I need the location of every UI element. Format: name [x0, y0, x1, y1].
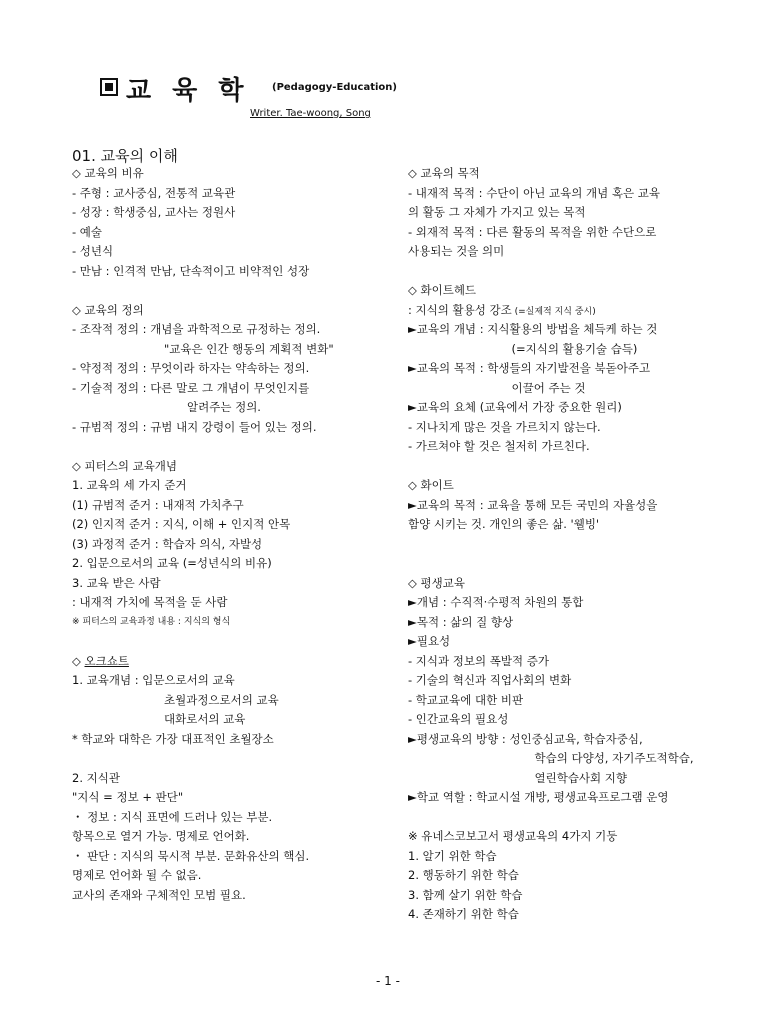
- list-item: 함양 시키는 것. 개인의 좋은 삶. '웰빙': [408, 517, 600, 531]
- list-item: (1) 규범적 준거 : 내재적 가치추구: [72, 497, 244, 512]
- writer-credit: Writer. Tae-woong, Song: [250, 108, 371, 119]
- unesco-heading: ※ 유네스코보고서 평생교육의 4가지 기둥: [408, 829, 618, 843]
- list-item: : 내재적 가치에 목적을 둔 사람: [72, 595, 228, 609]
- emphasis-text: : 지식의 활용성 강조: [408, 302, 512, 317]
- page-number: - 1 -: [376, 974, 400, 988]
- list-item: - 학교교육에 대한 비판: [408, 692, 524, 707]
- list-item: - 기술적 정의 : 다른 말로 그 개념이 무엇인지를: [72, 380, 310, 395]
- list-item: - 예술: [72, 224, 103, 239]
- list-item: - 내재적 목적 : 수단이 아닌 교육의 개념 혹은 교육: [408, 185, 660, 200]
- list-item: ►평생교육의 방향 : 성인중심교육, 학습자중심,: [408, 731, 643, 746]
- list-item: ►목적 : 삶의 질 향상: [408, 614, 514, 629]
- title-text: 교 육 학: [126, 76, 250, 106]
- list-item: 1. 알기 위한 학습: [408, 848, 497, 863]
- list-item: 2. 입문으로서의 교육 (=성년식의 비유): [72, 556, 272, 570]
- list-item: - 약정적 정의 : 무엇이라 하자는 약속하는 정의.: [72, 361, 310, 375]
- list-item: 사용되는 것을 의미: [408, 244, 505, 258]
- list-item: - 지식과 정보의 폭발적 증가: [408, 653, 549, 668]
- lifelong-heading: ◇ 평생교육: [408, 575, 465, 590]
- list-item: ►필요성: [408, 634, 451, 648]
- list-item: "지식 = 정보 + 판단": [72, 790, 184, 804]
- list-item: 1. 교육개념 : 입문으로서의 교육: [72, 673, 235, 687]
- list-item: 알려주는 정의.: [72, 400, 261, 414]
- list-item: 3. 교육 받은 사람: [72, 575, 161, 590]
- list-item: 교사의 존재와 구체적인 모범 필요.: [72, 887, 246, 902]
- list-item: - 지나치게 많은 것을 가르치지 않는다.: [408, 419, 601, 434]
- list-item: ►개념 : 수직적·수평적 차원의 통합: [408, 595, 584, 609]
- list-item: 2. 지식관: [72, 770, 120, 785]
- peters-note: ※ 피터스의 교육과정 내용 : 지식의 형식: [72, 616, 231, 627]
- list-item: ►학교 역할 : 학교시설 개방, 평생교육프로그램 운영: [408, 790, 669, 804]
- list-item: * 학교와 대학은 가장 대표적인 초월장소: [72, 731, 274, 746]
- list-item: - 만남 : 인격적 만남, 단속적이고 비약적인 성장: [72, 263, 310, 278]
- list-item: 항목으로 열거 가능. 명제로 언어화.: [72, 829, 250, 843]
- definition-heading: ◇ 교육의 정의: [72, 302, 144, 317]
- list-item: 3. 함께 살기 위한 학습: [408, 887, 523, 902]
- list-item: ►교육의 목적 : 학생들의 자기발전을 북돋아주고: [408, 361, 651, 375]
- list-item: ・ 정보 : 지식 표면에 드러나 있는 부분.: [72, 809, 273, 824]
- square-bullet-icon: [100, 78, 118, 96]
- analogy-heading: ◇ 교육의 비유: [72, 166, 144, 180]
- purpose-heading: ◇ 교육의 목적: [408, 166, 480, 180]
- list-item: (2) 인지적 준거 : 지식, 이해 + 인지적 안목: [72, 517, 291, 531]
- right-column: [408, 164, 694, 925]
- document-title: [100, 70, 249, 107]
- list-item: 1. 교육의 세 가지 준거: [72, 478, 187, 492]
- list-item: ►교육의 개념 : 지식활용의 방법을 체득케 하는 것: [408, 322, 658, 336]
- list-item: 2. 행동하기 위한 학습: [408, 868, 519, 882]
- list-item: - 외재적 목적 : 다른 활동의 목적을 위한 수단으로: [408, 224, 657, 239]
- document-subtitle: (Pedagogy-Education): [272, 82, 397, 93]
- list-item: 학습의 다양성, 자기주도적학습,: [408, 751, 694, 765]
- list-item: (3) 과정적 준거 : 학습자 의식, 자발성: [72, 536, 263, 551]
- list-item: 초월과정으로서의 교육: [72, 692, 279, 707]
- peters-heading: ◇ 피터스의 교육개념: [72, 458, 178, 473]
- white-heading: ◇ 화이트: [408, 478, 454, 492]
- list-item: 의 활동 그 자체가 가지고 있는 목적: [408, 205, 586, 219]
- list-item: 대화로서의 교육: [72, 712, 246, 726]
- list-item: - 성년식: [72, 244, 114, 258]
- list-item: ►교육의 목적 : 교육을 통해 모든 국민의 자율성을: [408, 497, 658, 512]
- list-item: 명제로 언어화 될 수 없음.: [72, 868, 202, 882]
- left-column: [72, 164, 334, 905]
- list-item: 이끌어 주는 것: [408, 380, 586, 395]
- heading-prefix: ◇: [72, 653, 85, 668]
- list-item: "교육은 인간 행동의 계획적 변화": [72, 341, 334, 356]
- list-item: - 기술의 혁신과 직업사회의 변화: [408, 673, 572, 687]
- list-item: ►교육의 요체 (교육에서 가장 중요한 원리): [408, 400, 622, 414]
- oakeshott-heading: [72, 652, 334, 672]
- list-item: - 규범적 정의 : 규범 내지 강령이 들어 있는 정의.: [72, 419, 317, 434]
- list-item: - 주형 : 교사중심, 전통적 교육관: [72, 185, 236, 200]
- whitehead-emphasis: [408, 301, 694, 321]
- list-item: - 조작적 정의 : 개념을 과학적으로 규정하는 정의.: [72, 322, 321, 336]
- list-item: - 인간교육의 필요성: [408, 712, 509, 726]
- emphasis-note: (=실제적 지식 중시): [511, 306, 596, 317]
- whitehead-heading: ◇ 화이트헤드: [408, 283, 477, 297]
- list-item: ・ 판단 : 지식의 묵시적 부분. 문화유산의 핵심.: [72, 848, 310, 863]
- oakeshott-heading-text: 오크쇼트: [84, 653, 129, 668]
- list-item: 열린학습사회 지향: [408, 770, 628, 785]
- list-item: - 성장 : 학생중심, 교사는 정원사: [72, 205, 236, 219]
- list-item: 4. 존재하기 위한 학습: [408, 907, 519, 921]
- list-item: (=지식의 활용기술 습득): [408, 341, 638, 356]
- list-item: - 가르쳐야 할 것은 철저히 가르친다.: [408, 439, 590, 453]
- section-title: 01. 교육의 이해: [72, 147, 178, 165]
